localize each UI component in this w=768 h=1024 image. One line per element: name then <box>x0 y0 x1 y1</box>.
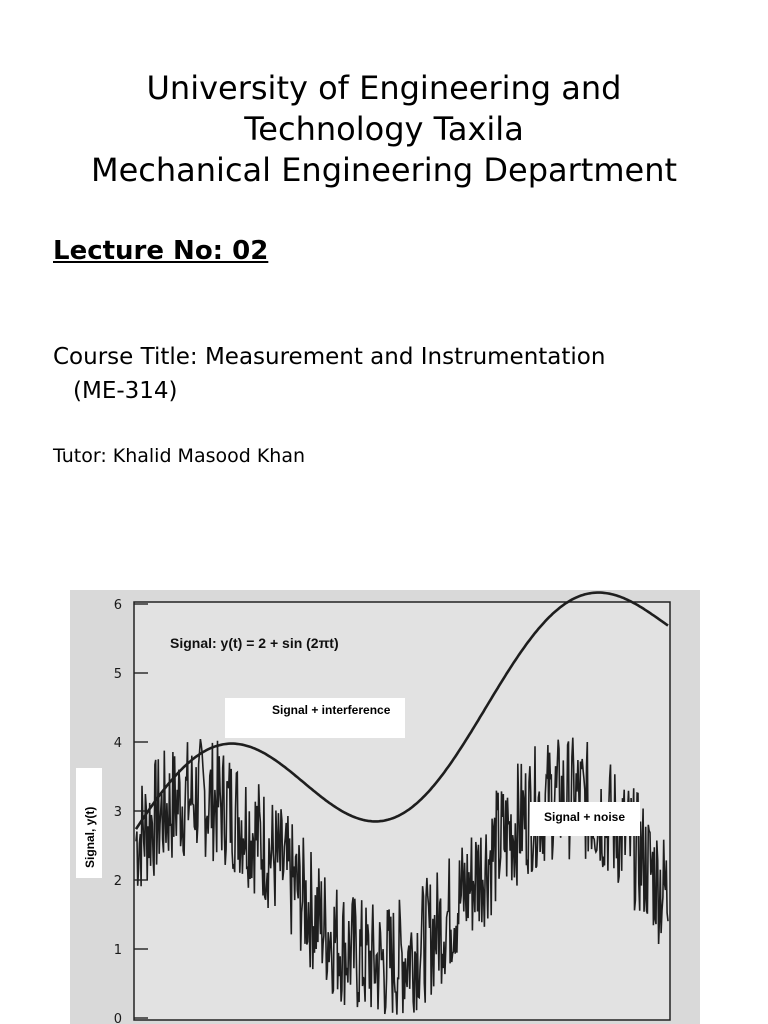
university-title <box>0 68 768 191</box>
signal-chart <box>70 590 700 1024</box>
title-line-1: University of Engineering and <box>146 69 622 107</box>
signal-figure <box>70 590 700 1024</box>
course-code: (ME-314) <box>73 378 178 404</box>
y-tick-label: 5 <box>113 667 122 682</box>
title-line-2: Technology Taxila <box>244 110 524 148</box>
course-title <box>53 340 605 408</box>
y-tick-label: 4 <box>113 736 122 751</box>
tutor-name: Tutor: Khalid Masood Khan <box>53 445 306 467</box>
legend-signal-interference: Signal + interference <box>272 703 391 717</box>
lecture-number: Lecture No: 02 <box>53 236 269 266</box>
title-line-3: Mechanical Engineering Department <box>90 151 678 189</box>
y-axis-label: Signal, y(t) <box>83 806 97 868</box>
course-title-text: Course Title: Measurement and Instrumentation <box>53 344 606 370</box>
y-tick-label: 2 <box>113 874 122 889</box>
y-tick-label: 1 <box>113 943 122 958</box>
y-tick-label: 0 <box>113 1012 122 1024</box>
y-tick-label: 3 <box>113 805 122 820</box>
legend-signal-noise: Signal + noise <box>544 810 626 824</box>
chart-title: Signal: y(t) = 2 + sin (2πt) <box>170 635 339 651</box>
y-tick-label: 6 <box>113 598 122 613</box>
